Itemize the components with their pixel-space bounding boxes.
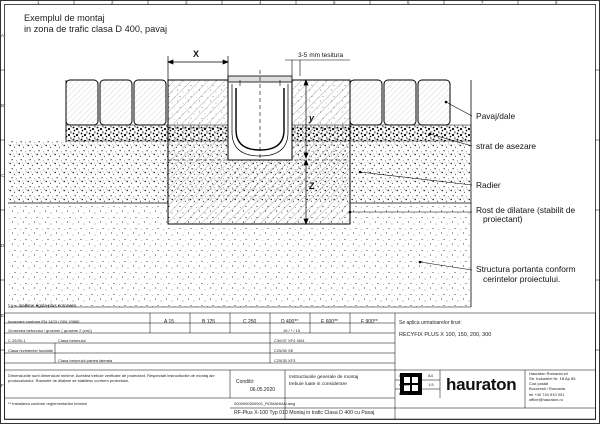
load-header: Incarcare conform EN 1433 / DIN 19580	[8, 319, 80, 324]
label-pavers: Pavaj/dale	[476, 111, 516, 121]
pavers-left	[66, 80, 166, 125]
load-class-e600: E 600**	[321, 319, 338, 325]
grid-label-col: 8	[555, 0, 558, 5]
label-structure-2: cerintelor proiectului.	[483, 274, 561, 284]
sheet-field-edition: Editie	[399, 391, 410, 396]
note-star: ** Instalarea conform reglementarilor tehnice	[8, 401, 88, 406]
row-grade-a: C30/37 XF4 XM1	[274, 338, 305, 343]
address-line-3: Cod postal	[529, 381, 549, 386]
pavers-right	[350, 80, 450, 125]
address-line-4: Bucuresti / Romania	[529, 386, 566, 391]
row-thickness-value: 15 / * / 15	[283, 328, 301, 333]
grid-label-col: 3	[185, 0, 188, 5]
file-name: 0000000000001_ROMANIAN.dwg	[234, 401, 296, 406]
row-left-small-1: C 25/30-1	[8, 338, 26, 343]
condition-label: Conditii:	[236, 379, 255, 385]
address-line-2: Str. Industriei Nr. 18 Ap 85	[529, 376, 576, 381]
bottom-caption: RF-Plus X-100 Typ 010 Montaj in trafic Clasa D 400 cu Pavaj	[234, 410, 375, 416]
grid-label-row: B	[1, 103, 5, 108]
sheet-field-scale: 1:5	[428, 382, 434, 387]
row-grade-b: C25/30 XE	[274, 348, 294, 353]
row-thickness-label: Grosimea betonului / grosime ( grosime 2 (cm))	[8, 328, 92, 333]
load-class-f900: F 900**	[361, 319, 378, 325]
load-class-b125: B 125	[202, 319, 216, 325]
condition-date: 06.05.2020	[250, 387, 276, 393]
grid-label-row: C	[1, 173, 5, 178]
sheet-field-scale-label: scara	[399, 382, 409, 387]
footnote: * y = inaltime rigola plus coronare	[8, 303, 77, 308]
label-bedding: strat de asezare	[476, 141, 537, 151]
notes: Dimensiunile sunt dimensiuni minime. Acestea trebuie verificate de proiectant. Respectati instructiunile de montaj ale producatorului. Rosturile de dilatare se stabilesc conform proiectului.	[8, 373, 215, 383]
sheet-field-format: A4	[428, 373, 433, 378]
grid-label-col: 6	[407, 0, 410, 5]
grid-label-row: E	[1, 313, 5, 318]
dimension-x-label: X	[193, 49, 200, 59]
products-header: Se aplica urmatoarelor tiruri:	[399, 320, 462, 326]
company-name: hauraton	[446, 375, 517, 394]
label-expansion-joint: Rost de dilatare (stabilit de	[476, 205, 576, 215]
label-expansion-joint-2: proiectant)	[483, 214, 523, 224]
load-class-a15: A 15	[164, 319, 175, 325]
row-left-small-3: Clasa rezistentei fundatie	[8, 348, 53, 353]
dimension-y-label: y	[309, 113, 315, 123]
phone: tel +40 744 910 001	[529, 392, 565, 397]
label-structure: Structura portanta conform	[476, 264, 576, 274]
grid-label-col: 4	[259, 0, 262, 5]
sheet-field-din: DIN	[399, 373, 406, 378]
install-text-1: Instructiunile generale de montaj	[289, 375, 359, 380]
products: RECYFIX PLUS X 100, 150, 200, 300	[399, 332, 492, 338]
dimension-z-label: Z	[309, 181, 315, 191]
grid-label-col: 2	[111, 0, 114, 5]
row-grade-c: C25/30 XF3	[274, 358, 296, 363]
row-left-small-2: Clasa betonului	[58, 338, 86, 343]
label-foundation: Radier	[476, 180, 501, 190]
grid-label-col: 1	[37, 0, 40, 5]
email: office@hauraton.ro	[529, 397, 564, 402]
grid-label-row: F	[1, 383, 4, 388]
grid-label-col: 5	[333, 0, 336, 5]
address-line-1: Hauraton Romania srl	[529, 371, 568, 376]
install-text-2: trebuie luate in considerare	[289, 382, 347, 387]
bevel-label: 3-5 mm tesitura	[298, 52, 344, 59]
load-class-d400: D 400**	[281, 319, 299, 325]
drawing-title-line2: in zona de trafic clasa D 400, pavaj	[24, 24, 167, 34]
grid-label-row: D	[1, 243, 5, 248]
grid-label-row: A	[1, 33, 5, 38]
row-left-small-4: Clasa betonului partea laterala	[58, 358, 113, 363]
load-class-c250: C 250	[243, 319, 257, 325]
drawing-title-line1: Exemplul de montaj	[24, 13, 105, 23]
grid-label-col: 7	[481, 0, 484, 5]
